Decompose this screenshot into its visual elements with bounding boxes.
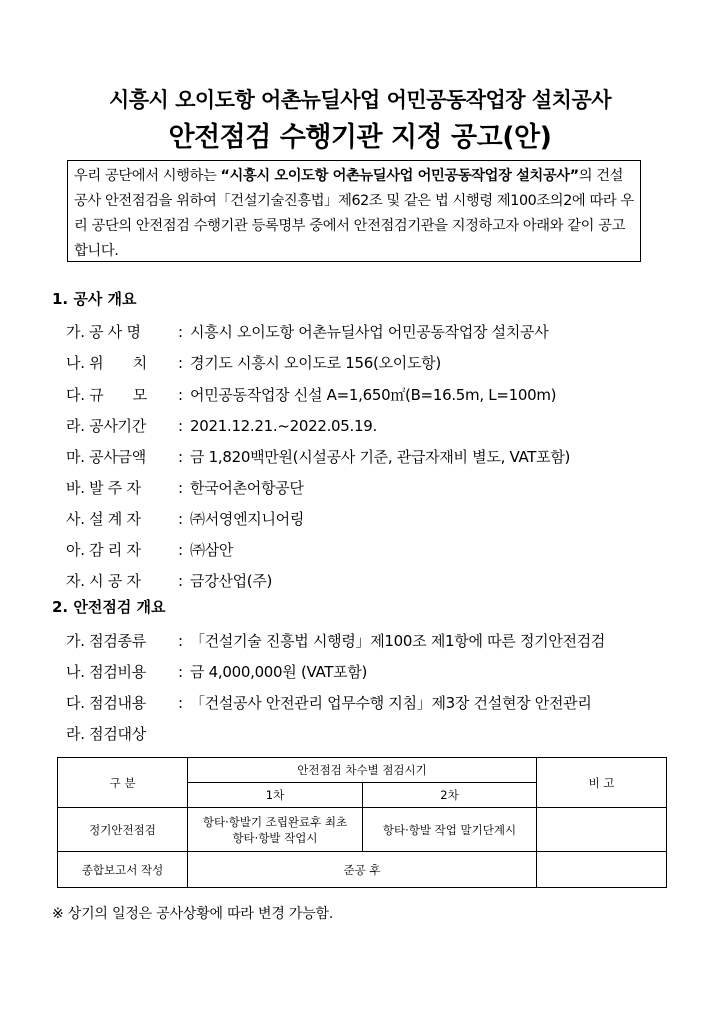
item-value: 금 1,820백만원(시설공사 기준, 관급자재비 별도, VAT포함) (190, 448, 571, 466)
amount-item (66, 446, 570, 467)
item-value: 시흥시 오이도항 어촌뉴딜사업 어민공동작업장 설치공사 (190, 323, 549, 341)
cell-note (537, 808, 667, 852)
client-item (66, 477, 304, 498)
cell-line: 항타·항발기 조립완료후 최초 (202, 814, 348, 829)
header-round-2: 2차 (363, 783, 537, 808)
doc-title-line2: 안전점검 수행기관 지정 공고(안) (168, 122, 552, 153)
item-value: ㈜삼안 (190, 541, 234, 559)
row-label-report: 종합보고서 작성 (58, 852, 188, 888)
row-label-regular: 정기안전점검 (58, 808, 188, 852)
section2-heading: 2. 안전점검 개요 (52, 598, 166, 616)
section1-heading: 1. 공사 개요 (52, 290, 137, 308)
item-key: 다. 규 모 (66, 386, 147, 404)
item-key: 가. 점검종류 (66, 632, 146, 650)
intro-text-1: 우리 공단에서 시행하는 (74, 168, 221, 184)
item-value: 금강산업(주) (190, 572, 273, 590)
item-key: 나. 위 치 (66, 354, 147, 372)
item-key: 나. 점검비용 (66, 663, 146, 681)
period-item (66, 415, 377, 436)
item-colon: : (178, 386, 183, 404)
header-timing: 안전점검 차수별 점검시기 (188, 758, 537, 783)
item-colon: : (178, 323, 183, 341)
header-division: 구 분 (58, 758, 188, 808)
inspection-target-item (66, 723, 178, 744)
inspection-cost-item (66, 661, 367, 682)
contractor-item (66, 570, 272, 591)
item-key: 아. 감 리 자 (66, 541, 141, 559)
item-key: 다. 점검내용 (66, 694, 146, 712)
cell-report-timing: 준공 후 (188, 852, 537, 888)
item-key: 바. 발 주 자 (66, 479, 141, 497)
item-key: 라. 공사기간 (66, 417, 146, 435)
header-round-1: 1차 (188, 783, 363, 808)
cell-note (537, 852, 667, 888)
inspection-content-item (66, 692, 592, 713)
item-value: 「건설공사 안전관리 업무수행 지침」제3장 건설현장 안전관리 (190, 694, 592, 712)
doc-title-line1: 시흥시 오이도항 어촌뉴딜사업 어민공동작업장 설치공사 (108, 88, 612, 112)
cell-line: 항타·항발 작업시 (232, 830, 318, 845)
item-colon: : (178, 448, 183, 466)
intro-box (67, 160, 641, 262)
item-colon: : (178, 541, 183, 559)
item-colon: : (178, 632, 183, 650)
item-colon: : (178, 572, 183, 590)
location-item (66, 352, 441, 373)
item-colon: : (178, 417, 183, 435)
item-key: 라. 점검대상 (66, 725, 146, 743)
item-colon: : (178, 663, 183, 681)
inspection-schedule-table (57, 757, 667, 888)
item-value: 2021.12.21.~2022.05.19. (190, 417, 377, 435)
item-colon: : (178, 479, 183, 497)
intro-project-name: “시흥시 오이도항 어촌뉴딜사업 어민공동작업장 설치공사” (220, 168, 579, 184)
footnote: ※ 상기의 일정은 공사상황에 따라 변경 가능함. (52, 906, 334, 922)
supervisor-item (66, 539, 233, 560)
designer-item (66, 508, 304, 529)
item-value: 금 4,000,000원 (VAT포함) (190, 663, 368, 681)
item-colon: : (178, 694, 183, 712)
item-colon: : (178, 510, 183, 528)
scale-item (66, 384, 556, 405)
item-value: 「건설기술 진흥법 시행령」제100조 제1항에 따른 정기안전검검 (190, 632, 606, 650)
item-value: 경기도 시흥시 오이도로 156(오이도항) (190, 354, 441, 372)
cell-round-2: 항타·항발 작업 말기단계시 (363, 808, 537, 852)
item-value: 어민공동작업장 신설 A=1,650㎡(B=16.5m, L=100m) (190, 386, 557, 404)
project-name-item (66, 321, 548, 342)
item-key: 마. 공사금액 (66, 448, 146, 466)
item-colon: : (178, 354, 183, 372)
item-value: ㈜서영엔지니어링 (190, 510, 305, 528)
item-key: 가. 공 사 명 (66, 323, 141, 341)
item-key: 자. 시 공 자 (66, 572, 141, 590)
header-note: 비 고 (537, 758, 667, 808)
item-key: 사. 설 계 자 (66, 510, 141, 528)
inspection-type-item (66, 630, 605, 651)
intro-text-2: 의 건설공사 안전점검을 위하여「건설기술진흥법」제62조 및 같은 법 시행령 제100조의2에 따라 우리 공단의 안전점검 수행기관 등록명부 중에서 안전점검기관을 지정하고자 아래와 같이 공고합니다. (74, 168, 634, 259)
cell-round-1 (188, 808, 363, 852)
item-value: 한국어촌어항공단 (190, 479, 304, 497)
